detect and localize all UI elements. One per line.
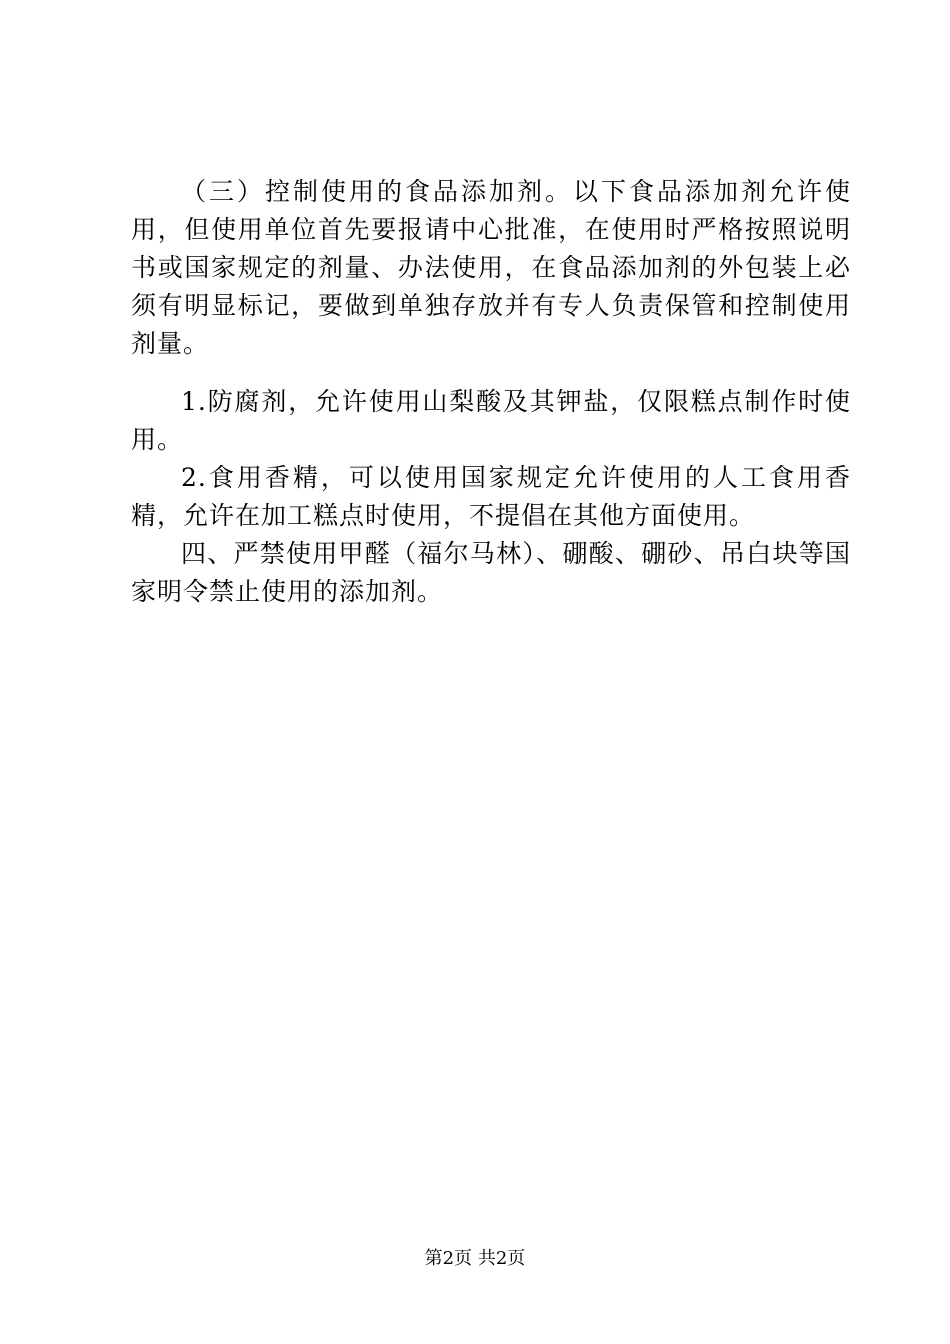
paragraph-flavoring: 2.食用香精，可以使用国家规定允许使用的人工食用香精，允许在加工糕点时使用，不提倡在其他方面使用。 [131, 463, 851, 530]
document-body [131, 173, 851, 611]
paragraph-preservative: 1.防腐剂，允许使用山梨酸及其钾盐，仅限糕点制作时使用。 [131, 387, 851, 454]
page-footer: 第2页 共2页 [424, 1248, 526, 1269]
paragraph-gap [131, 363, 851, 383]
paragraph-controlled-additives: （三）控制使用的食品添加剂。以下食品添加剂允许使用，但使用单位首先要报请中心批准，在使用时严格按照说明书或国家规定的剂量、办法使用，在食品添加剂的外包装上必须有明显标记，要做到单独存放并有专人负责保管和控制使用剂量。 [131, 177, 851, 358]
paragraph-prohibited-additives: 四、严禁使用甲醛（福尔马林）、硼酸、硼砂、吊白块等国家明令禁止使用的添加剂。 [131, 539, 851, 606]
